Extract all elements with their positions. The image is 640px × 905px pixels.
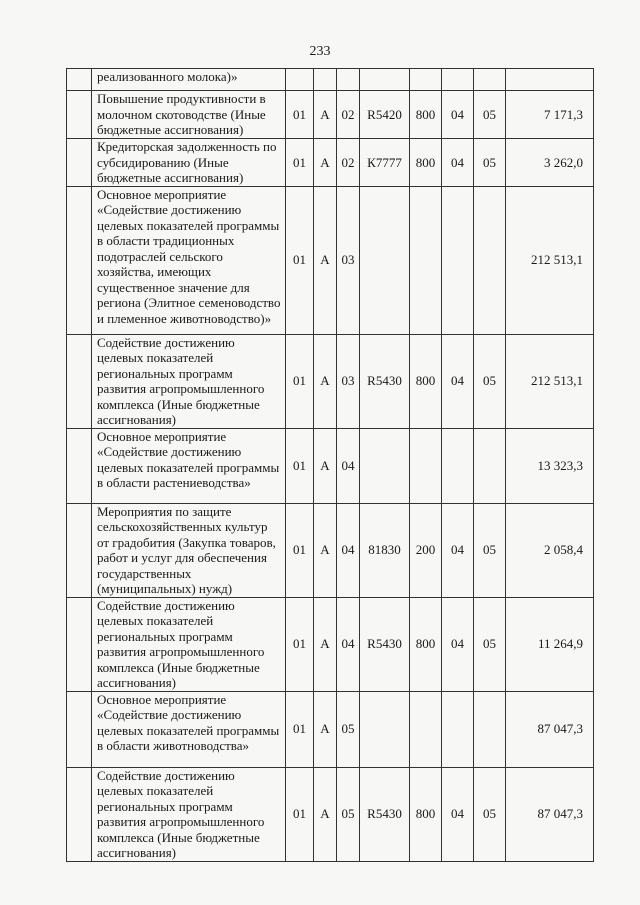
code-subsection: 05 [474, 597, 506, 691]
code-program [286, 69, 314, 91]
code-expense-type [410, 186, 442, 334]
code-expense-type: 800 [410, 767, 442, 861]
budget-table [66, 68, 594, 862]
code-subprogram: А [314, 334, 337, 428]
code-subprogram: А [314, 691, 337, 767]
row-amount: 13 323,3 [506, 428, 594, 503]
code-subsection [474, 69, 506, 91]
code-subsection: 05 [474, 334, 506, 428]
code-event: 02 [337, 91, 360, 139]
code-program: 01 [286, 334, 314, 428]
code-event: 04 [337, 503, 360, 597]
row-amount: 11 264,9 [506, 597, 594, 691]
blank-cell [67, 139, 92, 187]
row-name: Кредиторская задолженность по субсидированию (Иные бюджетные ассигнования) [92, 139, 286, 187]
code-section [442, 186, 474, 334]
blank-cell [67, 69, 92, 91]
table-body [67, 69, 594, 862]
code-direction [360, 186, 410, 334]
row-name: Содействие достижению целевых показателей региональных программ развития агропромышленного комплекса (Иные бюджетные ассигнования) [92, 334, 286, 428]
code-subsection: 05 [474, 767, 506, 861]
code-expense-type: 800 [410, 91, 442, 139]
row-amount: 212 513,1 [506, 186, 594, 334]
code-subprogram: А [314, 91, 337, 139]
code-direction [360, 428, 410, 503]
table-row [67, 503, 594, 597]
row-name: Основное мероприятие «Содействие достижению целевых показателей программы в области животноводства» [92, 691, 286, 767]
row-name: Основное мероприятие «Содействие достижению целевых показателей программы в области традиционных подотраслей сельского хозяйства, имеющих существенное значение для региона (Элитное семеноводство и племенное животноводство)» [92, 186, 286, 334]
row-amount: 3 262,0 [506, 139, 594, 187]
code-direction: R5420 [360, 91, 410, 139]
code-direction: R5430 [360, 767, 410, 861]
code-event: 03 [337, 186, 360, 334]
code-expense-type [410, 428, 442, 503]
page-number: 233 [309, 44, 331, 59]
code-subprogram: А [314, 597, 337, 691]
row-name: реализованного молока)» [92, 69, 286, 91]
code-expense-type: 200 [410, 503, 442, 597]
code-section [442, 691, 474, 767]
code-program: 01 [286, 186, 314, 334]
table-row [67, 597, 594, 691]
table-row [67, 186, 594, 334]
code-subsection [474, 428, 506, 503]
row-name: Содействие достижению целевых показателей региональных программ развития агропромышленного комплекса (Иные бюджетные ассигнования) [92, 767, 286, 861]
row-name: Повышение продуктивности в молочном скотоводстве (Иные бюджетные ассигнования) [92, 91, 286, 139]
code-section: 04 [442, 91, 474, 139]
code-subprogram: А [314, 139, 337, 187]
code-program: 01 [286, 767, 314, 861]
code-direction [360, 691, 410, 767]
code-program: 01 [286, 91, 314, 139]
code-section: 04 [442, 767, 474, 861]
row-amount: 2 058,4 [506, 503, 594, 597]
code-direction: К7777 [360, 139, 410, 187]
blank-cell [67, 767, 92, 861]
blank-cell [67, 428, 92, 503]
row-amount [506, 69, 594, 91]
code-section: 04 [442, 597, 474, 691]
blank-cell [67, 186, 92, 334]
table-row [67, 767, 594, 861]
blank-cell [67, 334, 92, 428]
code-program: 01 [286, 691, 314, 767]
code-program: 01 [286, 503, 314, 597]
code-subprogram [314, 69, 337, 91]
code-expense-type [410, 691, 442, 767]
code-event: 05 [337, 767, 360, 861]
row-amount: 87 047,3 [506, 767, 594, 861]
code-section: 04 [442, 334, 474, 428]
code-event: 05 [337, 691, 360, 767]
blank-cell [67, 691, 92, 767]
code-subprogram: А [314, 503, 337, 597]
code-subsection [474, 186, 506, 334]
code-direction: R5430 [360, 597, 410, 691]
code-event: 03 [337, 334, 360, 428]
row-amount: 212 513,1 [506, 334, 594, 428]
table-row [67, 91, 594, 139]
table-row [67, 139, 594, 187]
code-subprogram: А [314, 767, 337, 861]
code-expense-type [410, 69, 442, 91]
blank-cell [67, 503, 92, 597]
code-section: 04 [442, 503, 474, 597]
table-row [67, 69, 594, 91]
code-event: 04 [337, 597, 360, 691]
row-name: Содействие достижению целевых показателей региональных программ развития агропромышленного комплекса (Иные бюджетные ассигнования) [92, 597, 286, 691]
row-amount: 87 047,3 [506, 691, 594, 767]
code-section [442, 428, 474, 503]
code-subprogram: А [314, 186, 337, 334]
code-section: 04 [442, 139, 474, 187]
code-subsection: 05 [474, 91, 506, 139]
code-direction: R5430 [360, 334, 410, 428]
code-direction [360, 69, 410, 91]
code-event: 02 [337, 139, 360, 187]
code-direction: 81830 [360, 503, 410, 597]
code-program: 01 [286, 597, 314, 691]
code-expense-type: 800 [410, 597, 442, 691]
table-row [67, 428, 594, 503]
code-expense-type: 800 [410, 334, 442, 428]
code-program: 01 [286, 428, 314, 503]
row-name: Мероприятия по защите сельскохозяйственных культур от градобития (Закупка товаров, работ и услуг для обеспечения государственных (муниципальных) нужд) [92, 503, 286, 597]
code-event [337, 69, 360, 91]
row-amount: 7 171,3 [506, 91, 594, 139]
code-section [442, 69, 474, 91]
row-name: Основное мероприятие «Содействие достижению целевых показателей программы в области растениеводства» [92, 428, 286, 503]
code-subsection: 05 [474, 503, 506, 597]
code-subsection [474, 691, 506, 767]
code-subprogram: А [314, 428, 337, 503]
table-row [67, 691, 594, 767]
table-row [67, 334, 594, 428]
code-subsection: 05 [474, 139, 506, 187]
blank-cell [67, 91, 92, 139]
code-program: 01 [286, 139, 314, 187]
code-expense-type: 800 [410, 139, 442, 187]
code-event: 04 [337, 428, 360, 503]
blank-cell [67, 597, 92, 691]
